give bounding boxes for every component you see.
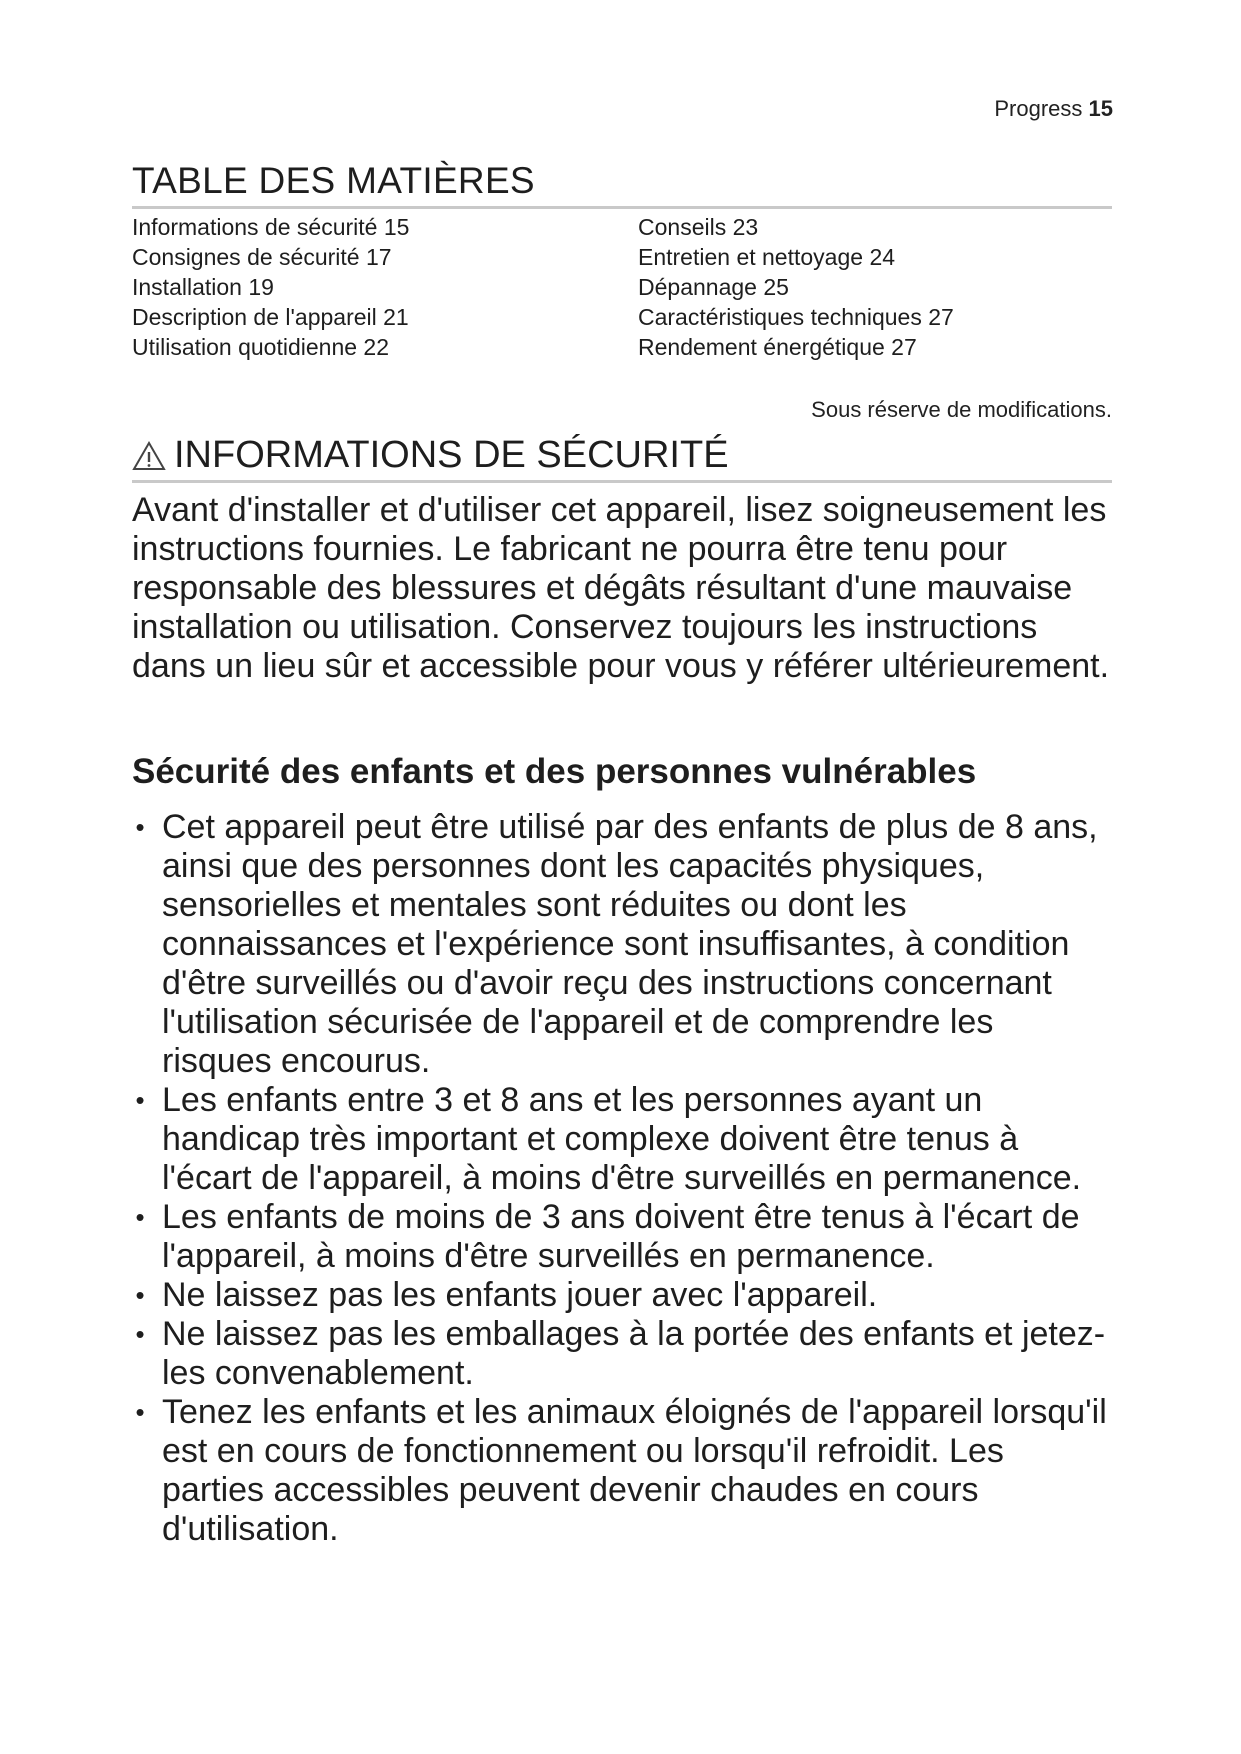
- toc-entry[interactable]: Dépannage 25: [638, 274, 789, 300]
- section-title: [132, 434, 729, 477]
- page-header: [994, 96, 1113, 122]
- toc-title: TABLE DES MATIÈRES: [132, 160, 535, 201]
- list-item-text: Les enfants entre 3 et 8 ans et les personnes ayant un handicap très important et complexe doivent être tenus à l'écart de l'appareil, à moins d'être surveillés en permanence.: [162, 1081, 1082, 1197]
- reserve-note: Sous réserve de modifications.: [811, 397, 1112, 422]
- section-divider: [132, 480, 1112, 483]
- toc-entry[interactable]: Description de l'appareil 21: [132, 304, 409, 330]
- list-item: [132, 1315, 1112, 1393]
- warning-triangle-icon: [132, 441, 166, 471]
- list-item-text: Ne laissez pas les emballages à la portée des enfants et jetez-les convenablement.: [162, 1315, 1106, 1392]
- list-item: [132, 808, 1112, 1081]
- list-item-text: Ne laissez pas les enfants jouer avec l'appareil.: [162, 1276, 878, 1314]
- list-item-text: Cet appareil peut être utilisé par des enfants de plus de 8 ans, ainsi que des personnes dont les capacités physiques, sensorielles et mentales sont réduites ou dont les connaissances et l'expérience sont insuffisantes, à condition d'être surveillés ou d'avoir reçu des instructions concernant l'utilisation sécurisée de l'appareil et de comprendre les risques encourus.: [162, 808, 1098, 1080]
- bullet-icon: •: [135, 812, 145, 842]
- section-title-text: INFORMATIONS DE SÉCURITÉ: [174, 434, 729, 476]
- toc-column-left: [132, 212, 409, 362]
- list-item: [132, 1081, 1112, 1198]
- toc-entry[interactable]: Utilisation quotidienne 22: [132, 334, 390, 360]
- children-safety-heading: Sécurité des enfants et des personnes vulnérables: [132, 752, 977, 791]
- toc-entry[interactable]: Informations de sécurité 15: [132, 214, 410, 240]
- children-safety-list: [132, 808, 1112, 1549]
- bullet-icon: •: [135, 1280, 145, 1310]
- toc-entry[interactable]: Consignes de sécurité 17: [132, 244, 392, 270]
- manual-brand-label: Progress: [994, 96, 1083, 121]
- list-item: [132, 1276, 1112, 1315]
- list-item-text: Les enfants de moins de 3 ans doivent être tenus à l'écart de l'appareil, à moins d'être surveillés en permanence.: [162, 1198, 1080, 1275]
- bullet-icon: •: [135, 1085, 145, 1115]
- bullet-icon: •: [135, 1319, 145, 1349]
- toc-entry[interactable]: Entretien et nettoyage 24: [638, 244, 896, 270]
- toc-entry[interactable]: Installation 19: [132, 274, 274, 300]
- toc-entry[interactable]: Caractéristiques techniques 27: [638, 304, 954, 330]
- intro-paragraph: Avant d'installer et d'utiliser cet appareil, lisez soigneusement les instructions fournies. Le fabricant ne pourra être tenu pour responsable des blessures et dégâts résultant d'une mauvaise installation ou utilisation. Conservez toujours les instructions dans un lieu sûr et accessible pour vous y référer ultérieurement.: [132, 491, 1110, 685]
- list-item-text: Tenez les enfants et les animaux éloignés de l'appareil lorsqu'il est en cours de fonctionnement ou lorsqu'il refroidit. Les parties accessibles peuvent devenir chaudes en cours d'utilisation.: [162, 1393, 1107, 1548]
- bullet-icon: •: [135, 1202, 145, 1232]
- bullet-icon: •: [135, 1397, 145, 1427]
- toc-divider: [132, 206, 1112, 209]
- list-item: [132, 1198, 1112, 1276]
- toc-entry[interactable]: Conseils 23: [638, 214, 759, 240]
- toc-column-right: [638, 212, 954, 362]
- toc-entry[interactable]: Rendement énergétique 27: [638, 334, 917, 360]
- list-item: [132, 1393, 1112, 1549]
- page-number: 15: [1088, 96, 1113, 121]
